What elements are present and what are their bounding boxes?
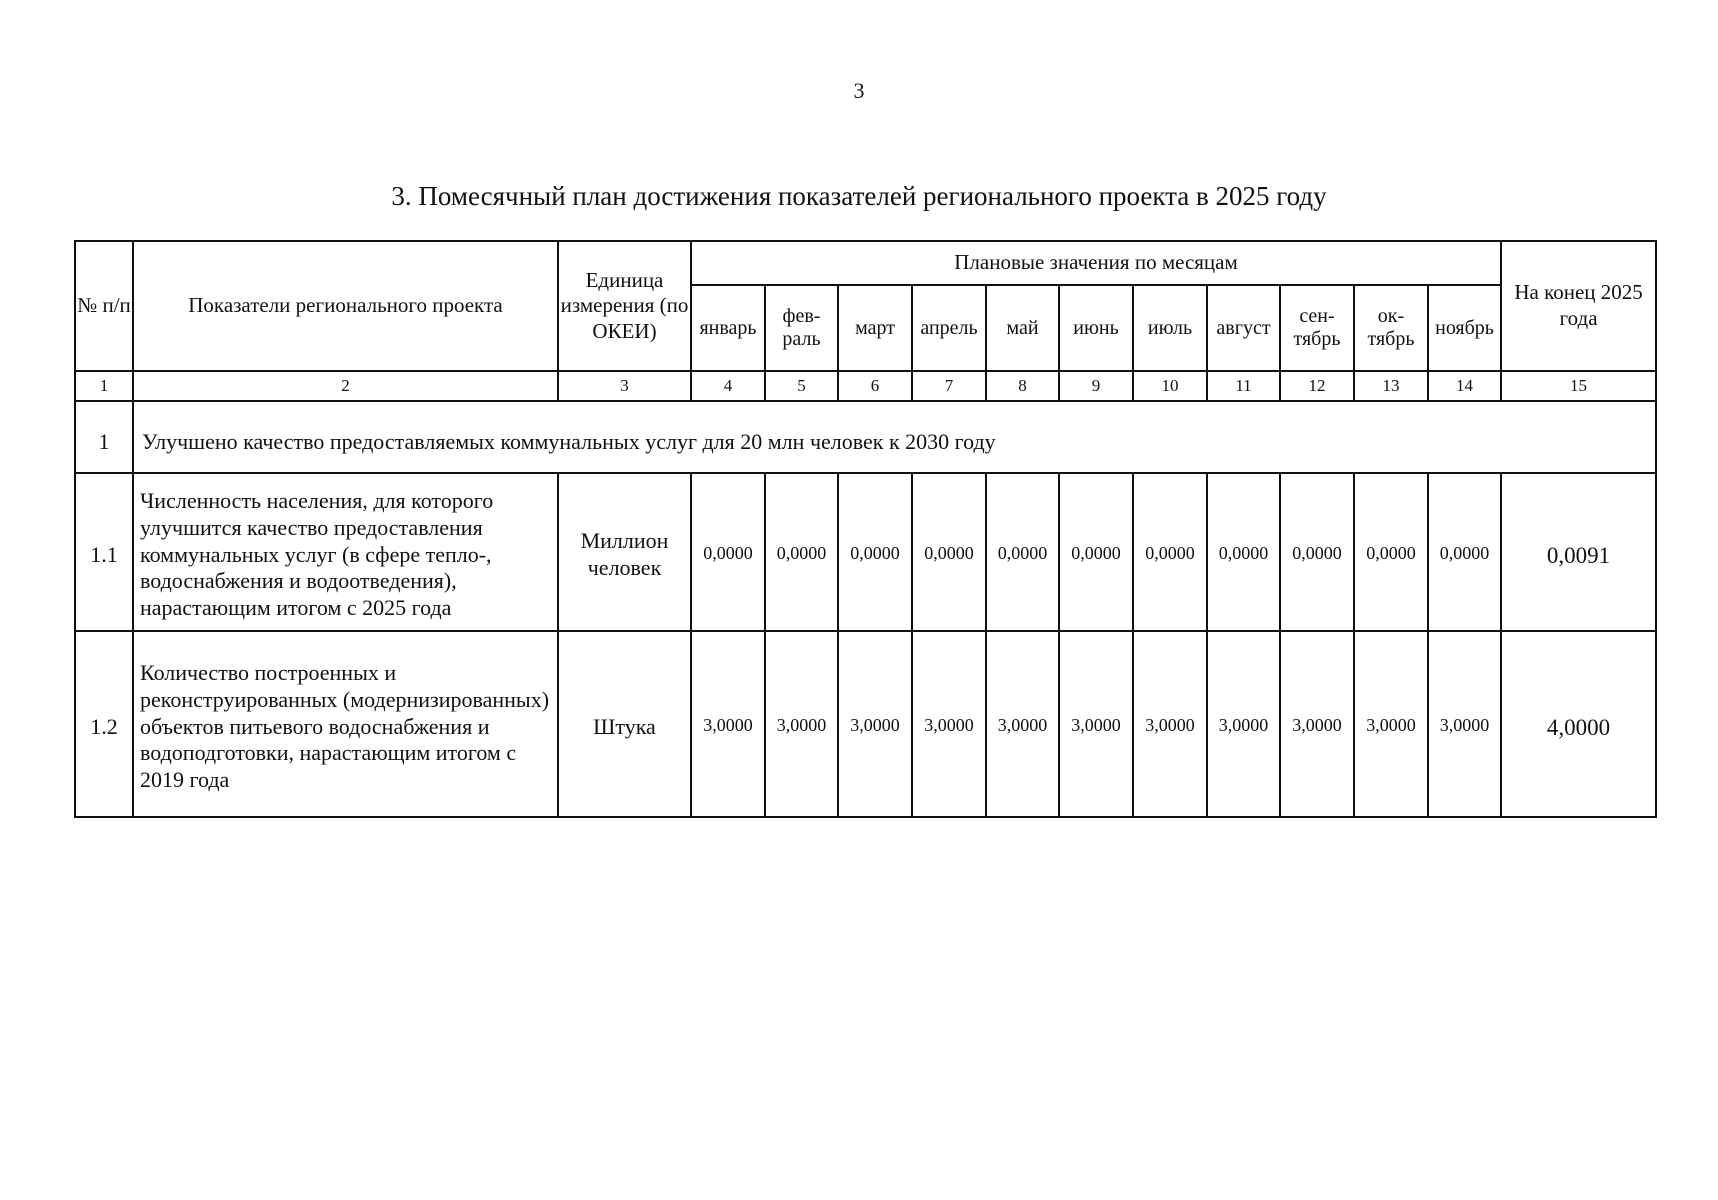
month-value: 0,0000 <box>986 473 1059 631</box>
month-value: 0,0000 <box>1059 473 1133 631</box>
month-value: 0,0000 <box>1354 473 1428 631</box>
header-unit: Единица измерения (по ОКЕИ) <box>558 241 691 371</box>
page-number: 3 <box>853 78 865 103</box>
header-month: март <box>838 285 912 371</box>
header-month: сен-тябрь <box>1280 285 1354 371</box>
month-value: 3,0000 <box>986 631 1059 817</box>
indicator-name: Численность населения, для которого улучшится качество предоставления коммунальных услуг (в сфере тепло-, водоснабжения и водоотведения), нарастающим итогом с 2025 года <box>133 473 558 631</box>
month-value: 3,0000 <box>1428 631 1501 817</box>
column-number: 12 <box>1280 371 1354 401</box>
month-value: 0,0000 <box>1428 473 1501 631</box>
monthly-plan-table <box>74 240 1657 818</box>
row-number: 1.2 <box>75 631 133 817</box>
column-number: 13 <box>1354 371 1428 401</box>
document-title: 3. Помесячный план достижения показателей регионального проекта в 2025 году <box>391 181 1327 211</box>
month-value: 0,0000 <box>1280 473 1354 631</box>
section-row <box>75 401 1656 473</box>
indicator-name: Количество построенных и реконструированных (модернизированных) объектов питьевого водоснабжения и водоподготовки, нарастающим итогом с 2019 года <box>133 631 558 817</box>
header-month: ок-тябрь <box>1354 285 1428 371</box>
column-number: 14 <box>1428 371 1501 401</box>
month-value: 0,0000 <box>1207 473 1280 631</box>
month-value: 0,0000 <box>838 473 912 631</box>
year-end-total: 4,0000 <box>1501 631 1656 817</box>
header-indicator: Показатели регионального проекта <box>133 241 558 371</box>
header-month: апрель <box>912 285 986 371</box>
month-value: 3,0000 <box>765 631 838 817</box>
header-month: июнь <box>1059 285 1133 371</box>
header-plan-group: Плановые значения по месяцам <box>691 241 1501 285</box>
month-value: 3,0000 <box>691 631 765 817</box>
column-number: 3 <box>558 371 691 401</box>
month-value: 0,0000 <box>1133 473 1207 631</box>
header-total: На конец 2025 года <box>1501 241 1656 371</box>
month-value: 3,0000 <box>1059 631 1133 817</box>
header-month: июль <box>1133 285 1207 371</box>
month-value: 0,0000 <box>912 473 986 631</box>
month-value: 0,0000 <box>691 473 765 631</box>
indicator-unit: Штука <box>558 631 691 817</box>
month-value: 3,0000 <box>1280 631 1354 817</box>
column-number: 4 <box>691 371 765 401</box>
month-value: 3,0000 <box>912 631 986 817</box>
month-value: 3,0000 <box>1354 631 1428 817</box>
column-number: 1 <box>75 371 133 401</box>
month-value: 3,0000 <box>1207 631 1280 817</box>
month-value: 3,0000 <box>838 631 912 817</box>
header-month: август <box>1207 285 1280 371</box>
column-number: 15 <box>1501 371 1656 401</box>
year-end-total: 0,0091 <box>1501 473 1656 631</box>
column-number: 5 <box>765 371 838 401</box>
indicator-unit: Миллион человек <box>558 473 691 631</box>
header-month: январь <box>691 285 765 371</box>
column-number: 10 <box>1133 371 1207 401</box>
row-number: 1.1 <box>75 473 133 631</box>
column-number: 7 <box>912 371 986 401</box>
column-number-row <box>75 371 1656 401</box>
header-month: фев-раль <box>765 285 838 371</box>
column-number: 6 <box>838 371 912 401</box>
column-number: 8 <box>986 371 1059 401</box>
header-month: май <box>986 285 1059 371</box>
table-row <box>75 473 1656 631</box>
column-number: 2 <box>133 371 558 401</box>
month-value: 0,0000 <box>765 473 838 631</box>
column-number: 9 <box>1059 371 1133 401</box>
month-value: 3,0000 <box>1133 631 1207 817</box>
section-title: Улучшено качество предоставляемых коммунальных услуг для 20 млн человек к 2030 году <box>133 401 1656 473</box>
table-row <box>75 631 1656 817</box>
header-num: № п/п <box>75 241 133 371</box>
header-month: ноябрь <box>1428 285 1501 371</box>
section-number: 1 <box>75 401 133 473</box>
column-number: 11 <box>1207 371 1280 401</box>
